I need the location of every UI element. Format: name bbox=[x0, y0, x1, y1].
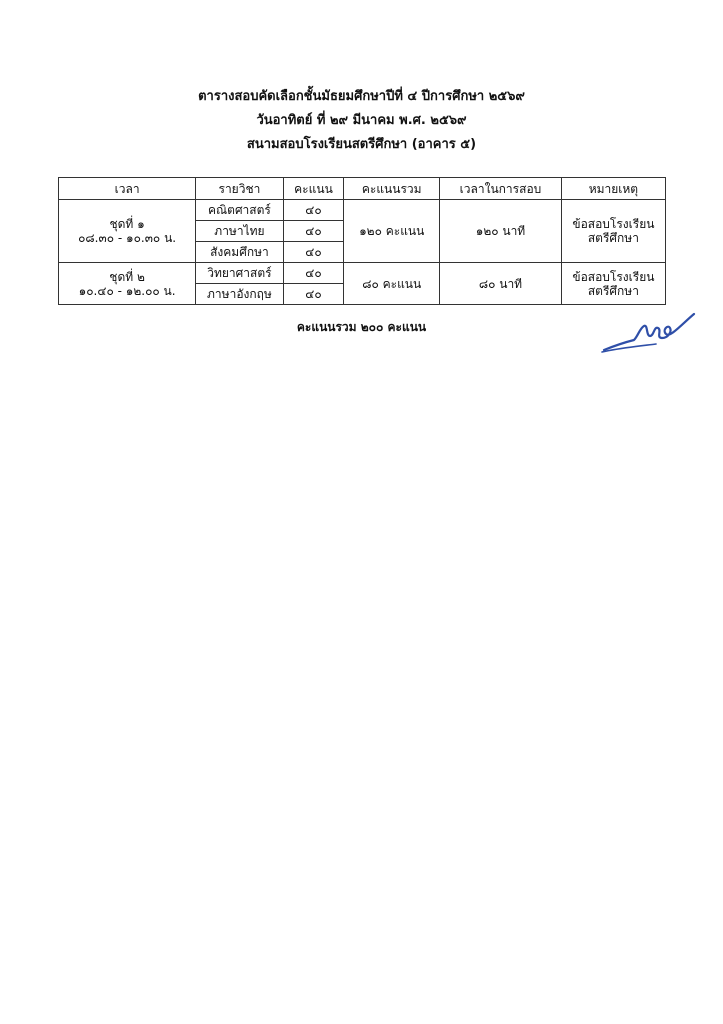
set-1-duration: ๑๒๐ นาที bbox=[440, 200, 562, 263]
header-time: เวลา bbox=[59, 178, 196, 200]
exam-venue: สนามสอบโรงเรียนสตรีศึกษา (อาคาร ๕) bbox=[246, 137, 477, 152]
set-1-note-line1: ข้อสอบโรงเรียน bbox=[572, 217, 655, 231]
set-2-time: ๑๐.๔๐ - ๑๒.๐๐ น. bbox=[78, 283, 176, 298]
set-1-name: ชุดที่ ๑ bbox=[109, 217, 145, 231]
table-header-row bbox=[59, 178, 666, 200]
header-total: คะแนนรวม bbox=[344, 178, 440, 200]
grand-total-note: คะแนนรวม ๒๐๐ คะแนน bbox=[296, 320, 427, 334]
subject-name: ภาษาไทย bbox=[196, 221, 283, 242]
exam-date: วันอาทิตย์ ที่ ๒๙ มีนาคม พ.ศ. ๒๕๖๙ bbox=[256, 113, 467, 128]
set-1-time: ๐๘.๓๐ - ๑๐.๓๐ น. bbox=[78, 231, 177, 245]
set-2-total: ๘๐ คะแนน bbox=[344, 263, 440, 305]
header-note: หมายเหตุ bbox=[561, 178, 665, 200]
exam-schedule-table bbox=[58, 177, 666, 305]
signature-icon bbox=[600, 306, 700, 362]
table-row bbox=[59, 200, 666, 221]
set-2-note-line1: ข้อสอบโรงเรียน bbox=[572, 269, 655, 284]
header-duration: เวลาในการสอบ bbox=[440, 178, 562, 200]
subject-score: ๔๐ bbox=[283, 263, 344, 284]
set-1-total: ๑๒๐ คะแนน bbox=[344, 200, 440, 263]
subject-score: ๔๐ bbox=[283, 221, 344, 242]
subject-name: คณิตศาสตร์ bbox=[196, 200, 283, 221]
subject-score: ๔๐ bbox=[283, 200, 344, 221]
header-score: คะแนน bbox=[283, 178, 344, 200]
set-2-note-line2: สตรีศึกษา bbox=[587, 283, 639, 298]
set-1-time-cell bbox=[59, 200, 196, 263]
header-subject: รายวิชา bbox=[196, 178, 283, 200]
subject-name: สังคมศึกษา bbox=[196, 242, 283, 263]
table-row bbox=[59, 263, 666, 284]
subject-score: ๔๐ bbox=[283, 284, 344, 305]
set-2-time-cell bbox=[59, 263, 196, 305]
set-2-duration: ๘๐ นาที bbox=[440, 263, 562, 305]
set-2-note bbox=[561, 263, 665, 305]
document-title: ตารางสอบคัดเลือกชั้นมัธยมศึกษาปีที่ ๔ ปีการศึกษา ๒๕๖๙ bbox=[198, 89, 525, 104]
subject-score: ๔๐ bbox=[283, 242, 344, 263]
set-2-name: ชุดที่ ๒ bbox=[109, 269, 145, 284]
subject-name: วิทยาศาสตร์ bbox=[196, 263, 283, 284]
set-1-note-line2: สตรีศึกษา bbox=[587, 231, 639, 245]
subject-name: ภาษาอังกฤษ bbox=[196, 284, 283, 305]
set-1-note bbox=[561, 200, 665, 263]
